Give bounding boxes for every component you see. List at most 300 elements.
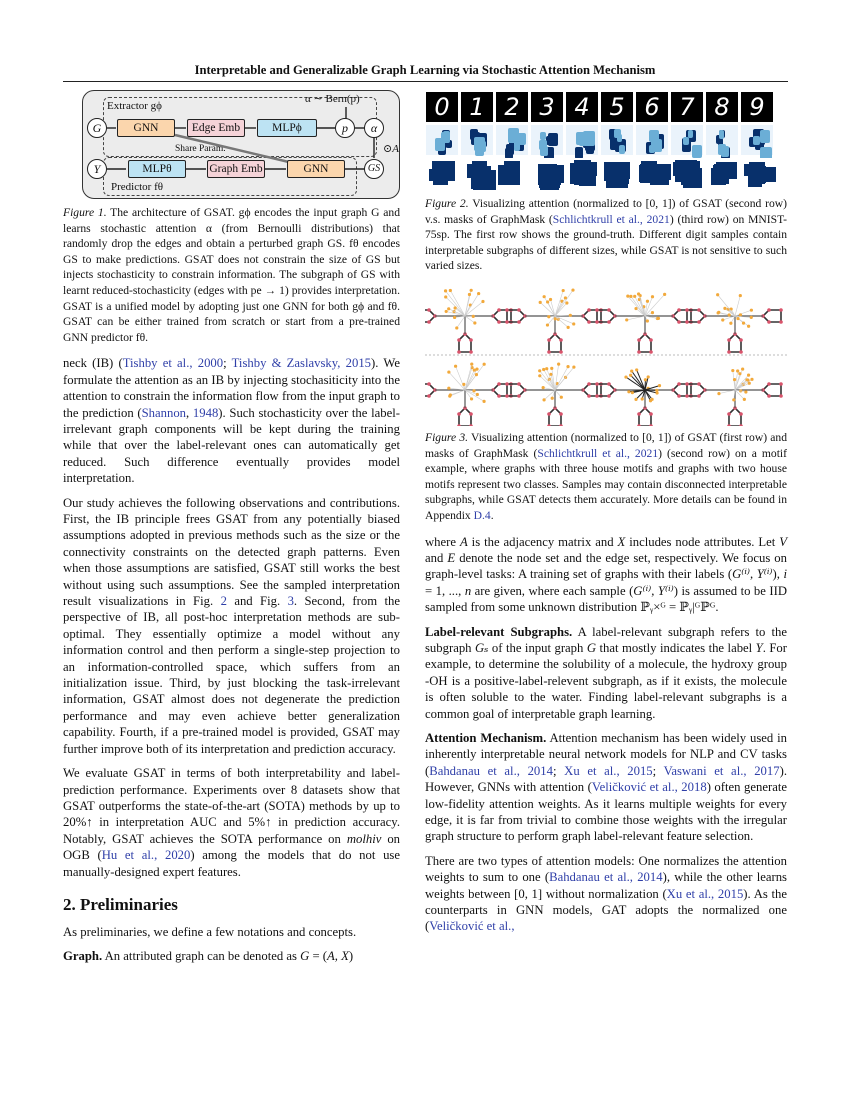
text-segment: X (617, 534, 626, 549)
caption-label: Figure 1. (63, 206, 107, 219)
motif-node (677, 308, 681, 312)
digit-image: 2 (496, 92, 528, 122)
caption-text: The architecture of GSAT. gϕ encodes the input graph G and learns stochastic attention α (from Bernoulli distributions) that randomly drop the edges and obtain a perturbed graph GS. fθ encodes GS to make predictions. GSAT does not constrain the size of GS but injects stochasticity to constrain information. The subgraph of GS with learnt reduced-stochasticity (edges with pe → 1) provides interpretation. GSAT is a unified model by adopting just one GNN for both gϕ and fθ. GSAT can be either trained from scratch or start from a pre-trained GNN predictor fθ. (63, 206, 400, 344)
base-node (454, 365, 457, 368)
motif-node (587, 382, 591, 386)
predictor-label: Predictor fθ (111, 181, 164, 193)
text-segment: . Second, from the perspective of IB, all post-hoc interpretation methods are sub-optimal. They essentially optimize a model without any information control and then perform a single-step projection to an information-controlled space, which suffers from an initialization issue. Third, by just blocking the task-irrelevant information, GSAT almost does not degenerate the prediction performance and may even achieve better generalization capability. Fourth, if a pre-trained model is provided, GSAT may further improve both of its interpretation and prediction accuracy. (63, 594, 400, 756)
base-node (481, 300, 484, 303)
block-mlp-phi: MLPϕ (257, 119, 317, 137)
figure-2-mnist (426, 92, 781, 191)
house-motif (583, 384, 601, 396)
citation-link[interactable]: Bahdanau et al., 2014 (549, 870, 663, 885)
attention-patch (576, 132, 586, 145)
motif-node (497, 308, 501, 312)
base-node (723, 307, 726, 310)
motif-node (547, 424, 551, 426)
base-node (470, 397, 473, 400)
text-segment: Our study achieves the following observations and contributions. First, the IB principle frees GSAT from any potentially biased assumptions adopted in previous methods such as the size or the connectivity constraints on the detected graph patterns. Even when those assumptions are satisfied, GSAT still works the best without using such assumptions. See the sampled interpretation result visualizations in Fig. (63, 495, 400, 609)
motif-node (739, 338, 743, 342)
mask-map (531, 158, 563, 188)
citation-link[interactable]: Tishby et al., 2000 (122, 356, 224, 371)
attention-patch (753, 136, 760, 146)
base-node (547, 315, 550, 318)
base-node (631, 391, 634, 394)
right-column (425, 196, 787, 943)
mask-map (671, 158, 703, 188)
text-segment: G (300, 949, 310, 964)
base-node (468, 293, 471, 296)
base-node (482, 400, 485, 403)
ground-truth-row (426, 92, 781, 122)
digit-image: 5 (601, 92, 633, 122)
motif-node (685, 394, 689, 398)
base-node (454, 306, 457, 309)
attention-map (706, 125, 738, 155)
attention-map (601, 125, 633, 155)
paragraph (425, 730, 787, 845)
motif-node (685, 382, 689, 386)
digit-image: 9 (741, 92, 773, 122)
text-segment: Attention mechanism has been widely used in inherently interpretable neural network models for NLP and CV tasks ( (425, 731, 787, 778)
motif-node (559, 412, 563, 416)
attention-map (496, 125, 528, 155)
base-node (633, 295, 636, 298)
motif-node (767, 308, 771, 312)
base-node (462, 383, 465, 386)
mask-map (566, 158, 598, 188)
paragraph (63, 924, 400, 940)
motif-node (505, 308, 509, 312)
figure-1-arrows (83, 91, 399, 198)
attention-patch (619, 145, 625, 154)
text-segment: E (447, 550, 456, 565)
motif-node (559, 424, 563, 426)
base-node (566, 365, 569, 368)
base-node (747, 325, 750, 328)
base-node (543, 295, 546, 298)
text-segment: are given, where each sample ( (471, 583, 634, 598)
motif-node (779, 320, 783, 324)
edge (450, 290, 465, 316)
citation-link[interactable]: Veličković et al., (429, 919, 515, 934)
base-node (716, 293, 719, 296)
paragraph-heading: Label-relevant Subgraphs. (425, 624, 573, 639)
mask-map (496, 158, 528, 188)
base-node (449, 393, 452, 396)
mask-patch (540, 170, 560, 190)
header-rule (63, 81, 788, 82)
mask-patch (498, 166, 511, 181)
digit-image: 8 (706, 92, 738, 122)
attention-patch (692, 145, 702, 158)
house-motif (459, 334, 471, 352)
base-node (742, 322, 745, 325)
base-node (562, 289, 565, 292)
text-segment: neck (IB) ( (63, 356, 123, 371)
base-node (572, 366, 575, 369)
mask-map (706, 158, 738, 188)
base-node (546, 300, 549, 303)
text-segment: on OGB ( (63, 831, 401, 863)
attention-patch (649, 130, 658, 142)
base-node (750, 378, 753, 381)
base-node (473, 321, 476, 324)
text-segment: ; (552, 763, 565, 778)
base-node (470, 362, 473, 365)
text-segment: ). As the counterparts in GNN models, GAT adopts the normalized one ( (425, 886, 787, 934)
base-node (538, 374, 541, 377)
node-G: G (87, 118, 107, 138)
base-node (750, 309, 753, 312)
text-segment: n (464, 583, 472, 598)
base-node (569, 314, 572, 317)
motif-node (779, 382, 783, 386)
left-column (63, 205, 400, 973)
digit-image: 4 (566, 92, 598, 122)
figure-1-caption (63, 205, 400, 345)
base-node (483, 363, 486, 366)
figure-3-motif-graphs (425, 284, 787, 426)
edge (631, 375, 645, 390)
digit-image: 3 (531, 92, 563, 122)
mask-patch (432, 161, 455, 174)
text-segment: A label-relevant subgraph refers to the subgraph (425, 624, 787, 655)
motif-node (427, 320, 431, 324)
paragraph (63, 355, 400, 486)
motif-node (595, 394, 599, 398)
motif-node (727, 338, 731, 342)
text-segment: and Fig. (226, 594, 288, 609)
paragraph (63, 495, 400, 758)
paragraph (63, 948, 400, 964)
base-node (629, 295, 632, 298)
base-node (641, 397, 644, 400)
attention-patch (617, 134, 622, 142)
motif-node (427, 394, 431, 398)
motif-node (469, 350, 473, 354)
motif-node (779, 308, 783, 312)
citation-link[interactable]: Vaswani et al., 2017 (663, 763, 780, 778)
base-node (567, 326, 570, 329)
base-node (625, 318, 628, 321)
text-segment: A, X (327, 949, 349, 964)
base-node (542, 386, 545, 389)
base-node (739, 294, 742, 297)
base-node (717, 311, 720, 314)
base-node (470, 289, 473, 292)
mask-patch (607, 162, 630, 179)
mask-patch (471, 167, 486, 188)
text-segment: Visualizing attention (normalized to [0, 1]) of GSAT (first row) and masks of GraphMask ( (425, 430, 787, 460)
text-segment: An attributed graph can be denoted as (102, 949, 301, 964)
attention-patch (548, 133, 558, 146)
text-segment: = ( (309, 949, 328, 964)
motif-node (517, 320, 521, 324)
house-motif (549, 334, 561, 352)
motif-node (697, 382, 701, 386)
base-node (743, 398, 746, 401)
base-node (744, 390, 747, 393)
citation-link[interactable]: Shannon (141, 405, 187, 420)
gsat-attention-row (426, 125, 781, 155)
mask-map (601, 158, 633, 188)
text-segment: and (425, 550, 448, 565)
base-node (647, 375, 650, 378)
house-motif (729, 334, 741, 352)
motif-node (505, 320, 509, 324)
base-node (738, 372, 741, 375)
text-segment: ) often generate low-fidelity attention weights. As it learns multiple weights for every edge, it is far from trivial to combine those weights with the irregular graph structure to perform graph label-relevant feature selection. (425, 780, 787, 844)
house-motif (493, 384, 511, 396)
attention-patch (719, 130, 725, 139)
block-edge-emb: Edge Emb (187, 119, 245, 137)
motif-node (457, 338, 461, 342)
text-segment: Y (755, 640, 763, 655)
base-node (444, 289, 447, 292)
motif-node (649, 424, 653, 426)
motif-node (457, 350, 461, 354)
base-node (651, 311, 654, 314)
edge (735, 310, 751, 316)
mask-map (461, 158, 493, 188)
attention-patch (441, 132, 450, 144)
text-segment: G (586, 640, 597, 655)
paragraph-heading: Attention Mechanism. (425, 731, 547, 745)
text-segment: ). However, GNNs with attention ( (425, 763, 787, 795)
share-param-label: Share Param. (175, 144, 226, 154)
base-node (564, 296, 567, 299)
motif-node (547, 412, 551, 416)
motif-node (739, 412, 743, 416)
mask-patch (639, 165, 653, 181)
text-segment: ), while the other learns weights between [0, 1] without normalization ( (425, 870, 787, 901)
motif-node (637, 350, 641, 354)
house-motif (493, 310, 511, 322)
motif-node (587, 320, 591, 324)
motif-node (727, 350, 731, 354)
motif-node (607, 382, 611, 386)
citation-link[interactable]: Schlichtkrull et al., 2021 (552, 212, 670, 226)
text-segment: ) (348, 949, 354, 964)
attention-map (426, 125, 458, 155)
base-node (560, 396, 563, 399)
attention-patch (760, 130, 770, 143)
base-node (445, 310, 448, 313)
base-node (635, 368, 638, 371)
motif-node (739, 350, 743, 354)
motif-node (677, 394, 681, 398)
text-segment: ; (652, 763, 664, 778)
base-node (750, 316, 753, 319)
edge (555, 290, 573, 316)
base-node (747, 373, 750, 376)
motif-node (697, 308, 701, 312)
text-segment: V (779, 534, 787, 549)
digit-image: 6 (636, 92, 668, 122)
base-node (646, 319, 649, 322)
mask-patch (750, 162, 765, 183)
base-node (650, 398, 653, 401)
base-node (651, 295, 654, 298)
citation-link[interactable]: Hu et al., 2020 (101, 848, 191, 863)
motif-node (767, 320, 771, 324)
edge (735, 296, 740, 316)
text-segment: denote the node set and the edge set, respectively. We focus on graph-level tasks: A training set of graphs with their labels ( (425, 550, 787, 582)
base-node (655, 389, 658, 392)
citation-link[interactable]: Xu et al., 2015 (564, 763, 653, 778)
motif-node (497, 382, 501, 386)
text-segment: . For example, to determine the solubility of a molecule, the hydroxy group -OH is a positive-label-relevent subgraph, as if it exists, the molecule is often soluble to the water. Finding label-relevant subgraphs is a common goal of interpretable graph learning. (425, 640, 788, 721)
text-segment: We evaluate GSAT in terms of both interpretability and label-prediction performance. Experiments over 8 datasets show that GSAT outperforms the state-of-the-art (SOTA) methods by up to 20%↑ in interpretation AUC and 5%↑ in prediction accuracy. Notably, GSAT achieves the SOTA performance on (63, 766, 400, 846)
base-node (637, 292, 640, 295)
house-motif (549, 408, 561, 426)
motif-node (767, 382, 771, 386)
text-segment: that mostly indicates the label (596, 640, 756, 655)
text-segment: of the input graph (488, 640, 587, 655)
base-node (634, 398, 637, 401)
citation-link[interactable]: Bahdanau et al., 2014 (429, 763, 553, 778)
house-motif (507, 384, 525, 396)
base-node (728, 313, 731, 316)
motif-node (517, 308, 521, 312)
motif-node (595, 382, 599, 386)
motif-node (595, 320, 599, 324)
citation-link[interactable]: 3 (287, 594, 294, 609)
house-motif (687, 310, 705, 322)
text-segment: = 1, ..., (425, 583, 465, 598)
motif-node (559, 350, 563, 354)
motif-node (587, 394, 591, 398)
base-node (729, 322, 732, 325)
base-node (449, 289, 452, 292)
base-node (447, 307, 450, 310)
base-node (455, 326, 458, 329)
base-node (539, 301, 542, 304)
text-segment: is the adjacency matrix and (467, 534, 618, 549)
running-title: Interpretable and Generalizable Graph Learning via Stochastic Attention Mechanism (194, 63, 656, 77)
text-segment: includes node attributes. Let (625, 534, 780, 549)
paragraph (425, 853, 787, 935)
caption-label: Figure 2. (425, 197, 469, 210)
graphmask-row (426, 158, 781, 188)
citation-link[interactable]: Schlichtkrull et al., 2021 (537, 446, 659, 460)
motif-node (677, 320, 681, 324)
text-segment: Visualizing attention (normalized to [0, 1]) of GSAT (second row) v.s. masks of GraphMask ( (425, 197, 787, 226)
house-motif (763, 384, 781, 396)
base-node (741, 367, 744, 370)
base-node (551, 397, 554, 400)
base-node (736, 369, 739, 372)
base-node (571, 288, 574, 291)
motif-node (697, 394, 701, 398)
base-node (549, 298, 552, 301)
digit-image: 1 (461, 92, 493, 122)
base-node (739, 313, 742, 316)
text-segment: ; (223, 356, 232, 371)
base-node (627, 390, 630, 393)
house-motif (639, 334, 651, 352)
node-Y: Y (87, 159, 107, 179)
house-motif (507, 310, 525, 322)
house-motif (597, 310, 615, 322)
base-node (538, 369, 541, 372)
extractor-label: Extractor gϕ (107, 100, 162, 112)
attention-map (636, 125, 668, 155)
motif-node (469, 412, 473, 416)
base-node (453, 316, 456, 319)
digit-image: 0 (426, 92, 458, 122)
base-node (550, 367, 553, 370)
edge (555, 316, 568, 327)
attention-patch (539, 140, 546, 150)
citation-link[interactable]: 1948 (192, 405, 219, 420)
motif-node (607, 320, 611, 324)
base-node (658, 384, 661, 387)
attention-map (741, 125, 773, 155)
base-node (475, 373, 478, 376)
node-p: p (335, 118, 355, 138)
motif-node (587, 308, 591, 312)
motif-node (505, 394, 509, 398)
motif-node (779, 394, 783, 398)
attention-map (671, 125, 703, 155)
base-node (545, 367, 548, 370)
base-node (634, 307, 637, 310)
attention-patch (721, 146, 729, 157)
house-motif (687, 384, 705, 396)
citation-link[interactable]: 2 (220, 594, 227, 609)
attention-patch (575, 147, 583, 158)
mask-map (741, 158, 773, 188)
citation-link[interactable]: Xu et al., 2015 (666, 886, 744, 901)
house-motif (597, 384, 615, 396)
edge (555, 291, 563, 316)
edge (456, 366, 465, 390)
edge (548, 302, 555, 316)
motif-node (457, 424, 461, 426)
paragraph-heading: Graph. (63, 949, 103, 964)
motif-node (427, 308, 431, 312)
base-node (477, 292, 480, 295)
base-node (549, 373, 552, 376)
attention-patch (506, 144, 514, 155)
motif-node (767, 394, 771, 398)
citation-link[interactable]: D.4 (473, 508, 491, 522)
edge (449, 372, 465, 390)
base-node (572, 322, 575, 325)
text-segment: ) is assumed to be IID sampled from some unknown distribution ℙᵧ×ᴳ = ℙᵧ|ᴳℙᴳ. (425, 583, 787, 615)
attention-patch (516, 133, 526, 146)
motif-node (727, 424, 731, 426)
base-node (473, 368, 476, 371)
base-node (626, 295, 629, 298)
mask-map (426, 158, 458, 188)
base-node (644, 378, 647, 381)
attention-map (531, 125, 563, 155)
text-segment: G⁽ⁱ⁾, Y⁽ⁱ⁾ (633, 583, 674, 598)
motif-node (607, 394, 611, 398)
mask-patch (575, 161, 589, 177)
figure-3-caption (425, 430, 787, 524)
citation-link[interactable]: Tishby & Zaslavsky, 2015 (231, 356, 372, 371)
motif-node (559, 338, 563, 342)
base-node (542, 398, 545, 401)
motif-node (547, 338, 551, 342)
citation-link[interactable]: Veličković et al., 2018 (591, 780, 707, 795)
text-segment: . (490, 508, 494, 522)
block-gnn-extractor: GNN (117, 119, 175, 137)
